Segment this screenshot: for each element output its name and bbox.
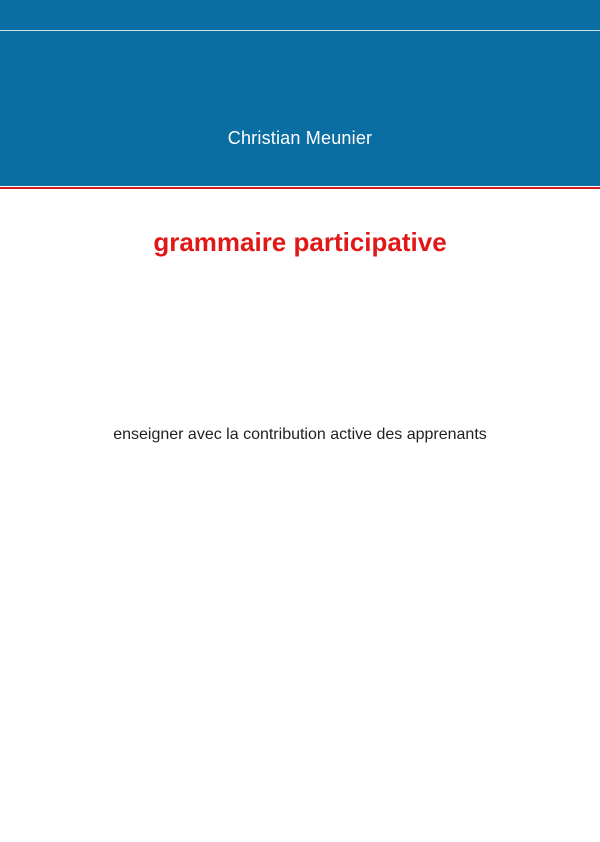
author-name: Christian Meunier xyxy=(227,128,373,148)
top-band-divider xyxy=(0,30,600,31)
book-subtitle: enseigner avec la contribution active des apprenants xyxy=(113,426,487,443)
top-color-band xyxy=(0,0,600,186)
red-divider xyxy=(0,187,600,189)
book-title: grammaire participative xyxy=(153,227,447,257)
